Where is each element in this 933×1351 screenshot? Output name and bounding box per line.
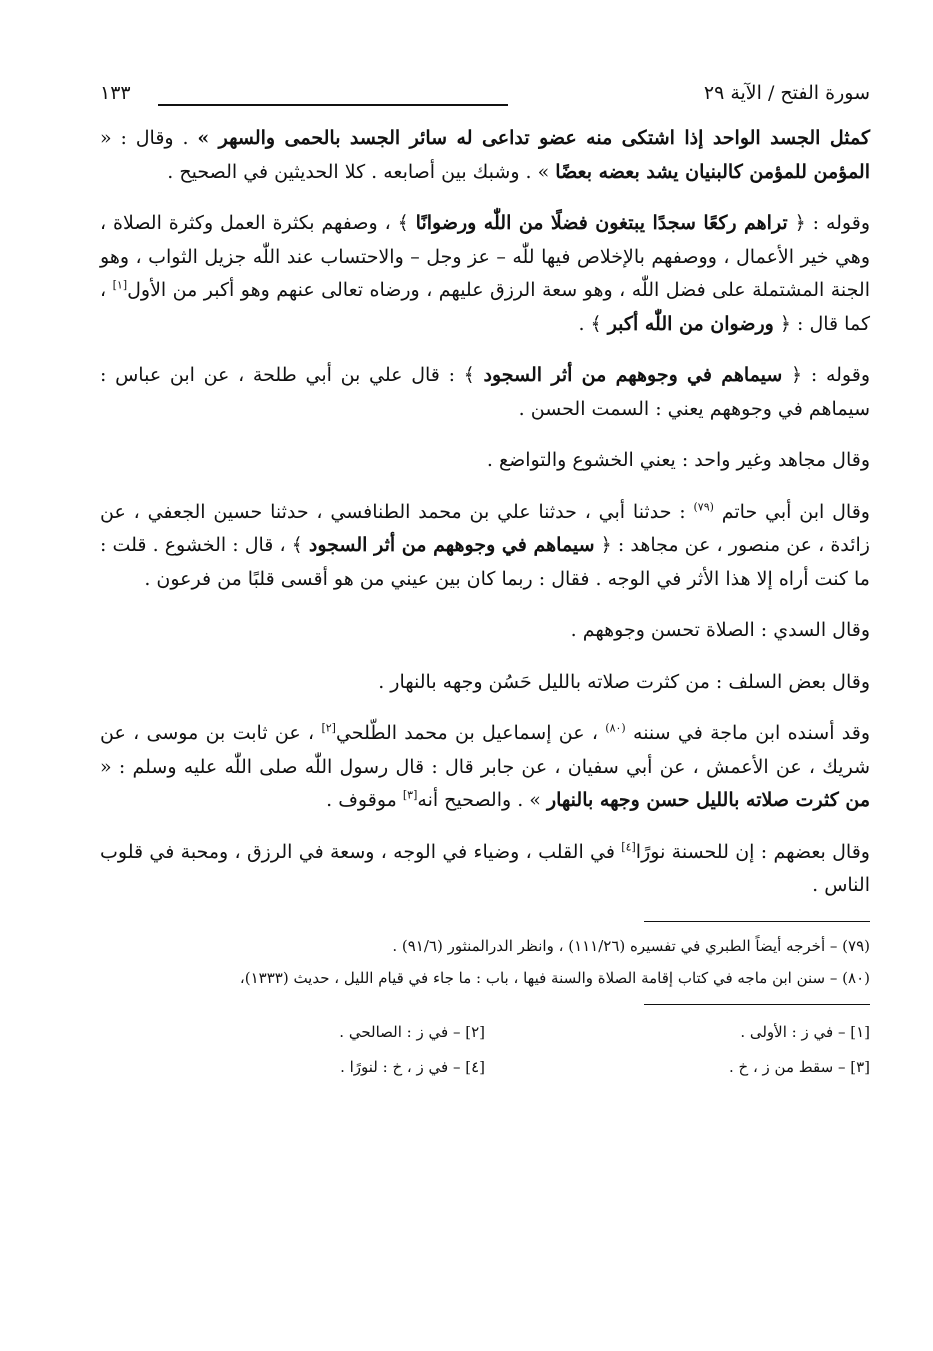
- page-header: [100, 82, 870, 122]
- variant-note-3: [٣] – سقط من ز ، خ .: [728, 1057, 870, 1076]
- footnote-marker: (٧٩): [693, 500, 714, 514]
- paragraph-6: [100, 614, 870, 648]
- quran-verse: سيماهم في وجوههم من أثر السجود: [483, 364, 783, 386]
- paragraph-2: [100, 207, 870, 341]
- text: » . وشبك بين أصابعه . كلا الحديثين في الصحيح .: [167, 160, 556, 183]
- text: وقال مجاهد وغير واحد : يعني الخشوع والتواضع .: [486, 449, 870, 471]
- text: وقال السدي : الصلاة تحسن وجوههم .: [570, 619, 870, 641]
- paragraph-8: [100, 717, 870, 818]
- variant-note-1: [١] – في ز : الأولى .: [740, 1022, 870, 1041]
- quran-verse: ورضوان من اللّٰه أكبر: [607, 312, 774, 335]
- footnote-79: (٧٩) – أخرجه أيضاً الطبري في تفسيره (١١١/٢٦) ، وانظر الدرالمنثور (٩١/٦) .: [392, 936, 870, 955]
- variant-note-4: [٤] – في ز ، خ : لنورًا .: [340, 1057, 485, 1076]
- quran-verse: سيماهم في وجوههم من أثر السجود: [308, 534, 595, 556]
- variant-marker: [١]: [112, 278, 128, 292]
- text: ﴾ ، قال : الخشوع . قلت : ما كنت أراه إلا هذا الأثر في الوجه . فقال : ربما كان بين عيني من هو أقسى قلبًا من فرعون .: [100, 534, 870, 590]
- page: [100, 82, 870, 1085]
- hadith-text: كمثل الجسد الواحد إذا اشتكى منه عضو تداعى له سائر الجسد بالحمى والسهر »: [197, 127, 870, 149]
- text: . وقال : «: [100, 127, 198, 149]
- text: وقد أسنده ابن ماجة في سننه: [625, 722, 870, 744]
- hadith-text: من كثرت صلاته بالليل حسن وجهه بالنهار: [546, 789, 870, 811]
- footnote-divider: [644, 921, 870, 922]
- variant-note-2: [٢] – في ز : الصالحي .: [339, 1022, 485, 1041]
- text: ﴾ : قال علي بن أبي طلحة ، عن ابن عباس : سيماهم في وجوههم يعني : السمت الحسن .: [100, 364, 870, 420]
- variant-marker: [٢]: [321, 721, 336, 735]
- header-rule: [158, 104, 508, 106]
- variant-marker: [٣]: [402, 788, 418, 802]
- text: وقال ابن أبي حاتم: [713, 500, 870, 523]
- hadith-text: المؤمن للمؤمن كالبنيان يشد بعضه بعضًا: [555, 160, 870, 183]
- text: ﴾ .: [578, 312, 608, 335]
- text: موقوف .: [326, 789, 403, 811]
- quran-verse: تراهم ركعًا سجدًا يبتغون فضلًا من اللّٰه ورضوانًا: [415, 212, 788, 234]
- text: وقال بعضهم : إن للحسنة نورًا: [635, 840, 870, 863]
- text: » . والصحيح أنه: [417, 789, 547, 811]
- paragraph-3: [100, 359, 870, 426]
- text: ﴾ ، وصفهم بكثرة العمل وكثرة الصلاة ، وهي خير الأعمال ، ووصفهم بالإخلاص فيها للّٰه – عز وجل – والاحتساب عند اللّٰه جزيل الثواب ، وهو الجنة المشتملة على فضل اللّٰه ، وهو سعة الرزق عليهم ، ورضاه تعالى عنهم وهو أكبر من الأول: [100, 212, 870, 301]
- variants-divider: [644, 1004, 870, 1005]
- text: في القلب ، وضياء في الوجه ، وسعة في الرزق ، ومحبة في قلوب الناس .: [100, 840, 870, 896]
- paragraph-5: [100, 496, 870, 597]
- text: وقال بعض السلف : من كثرت صلاته بالليل حَسُن وجهه بالنهار .: [378, 670, 870, 693]
- variant-notes: [100, 1015, 870, 1085]
- footnote-80: (٨٠) – سنن ابن ماجه في كتاب إقامة الصلاة والسنة فيها ، باب : ما جاء في قيام الليل ، حديث (١٣٣٣)،: [239, 968, 870, 987]
- paragraph-9: [100, 836, 870, 903]
- variant-marker: [٤]: [621, 840, 636, 854]
- paragraph-1: [100, 122, 870, 189]
- paragraph-4: [100, 444, 870, 478]
- surah-title: سورة الفتح / الآية ٢٩: [703, 82, 870, 104]
- paragraph-7: [100, 666, 870, 700]
- page-number: ١٣٣: [100, 82, 131, 104]
- text: وقوله : ﴿: [782, 364, 870, 386]
- text: ، كما قال : ﴿: [100, 279, 870, 335]
- footnote-marker: (٨٠): [605, 721, 626, 735]
- text: ، عن إسماعيل بن محمد الطّلحي: [335, 722, 606, 744]
- text: ، عن ثابت بن موسى ، عن شريك ، عن الأعمش ، عن أبي سفيان ، عن جابر قال : قال رسول اللّٰه صلى اللّٰه عليه وسلم : «: [100, 722, 870, 778]
- text: وقوله : ﴿: [787, 212, 871, 234]
- text: : حدثنا أبي ، حدثنا علي بن محمد الطنافسي ، حدثنا حسين الجعفي ، عن زائدة ، عن منصور ، عن مجاهد : ﴿: [100, 500, 870, 556]
